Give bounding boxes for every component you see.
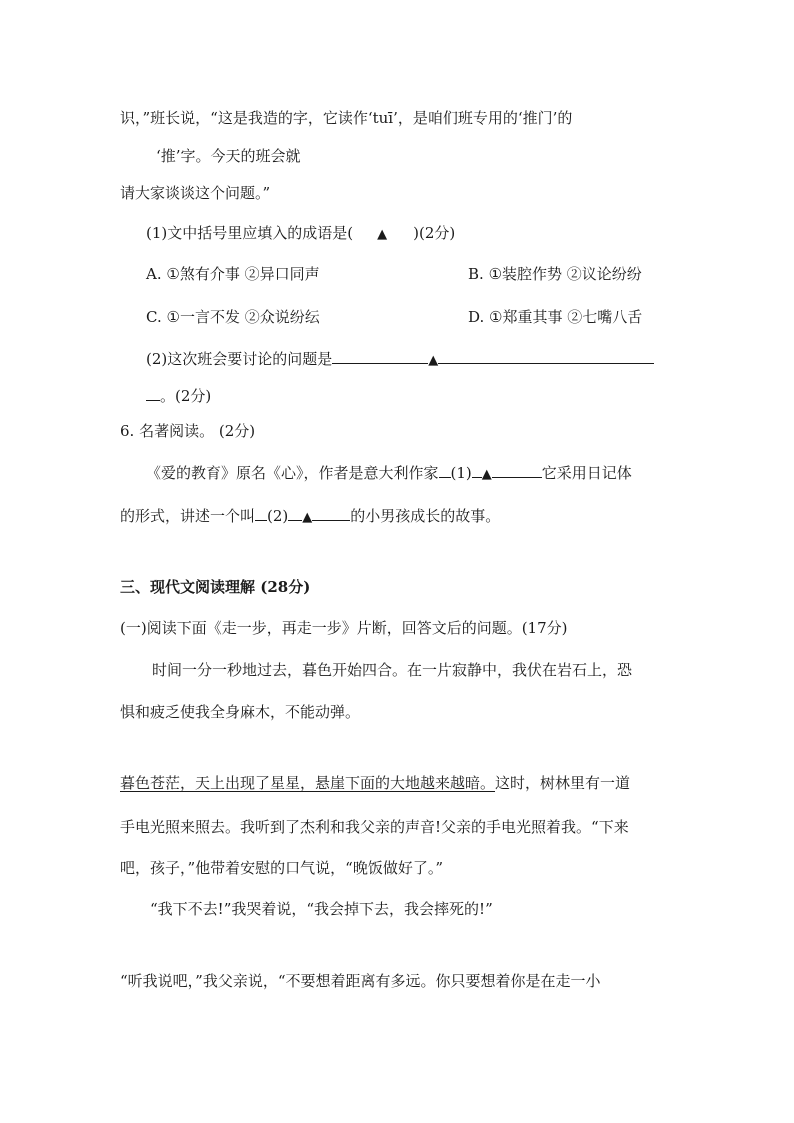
passage-p2-line1-rest: 这时，树林里有一道: [495, 774, 631, 792]
q6-line2-before: 的形式，讲述一个叫: [120, 507, 256, 525]
passage-p1-line1: 时间一分一秒地过去，暮色开始四合。在一片寂静中，我伏在岩石上，恐: [152, 661, 633, 679]
answer-marker: ▲: [377, 227, 388, 242]
section-3-part1-instruction: (一)阅读下面《走一步，再走一步》片断，回答文后的问题。(17分): [120, 619, 568, 637]
q5-2-prompt: (2)这次班会要讨论的问题是: [146, 350, 333, 368]
passage-p1-line2: 惧和疲乏使我全身麻木，不能动弹。: [120, 703, 361, 721]
option-a-label: A.: [146, 265, 162, 283]
passage-p3: “我下不去!”我哭着说，“我会掉下去，我会摔死的!”: [150, 900, 493, 918]
answer-marker: ▲: [481, 467, 492, 482]
q6-line1-after: 它采用日记体: [541, 464, 632, 482]
option-d-label: D.: [468, 308, 485, 326]
q5-1-prompt-before: (1)文中括号里应填入的成语是(: [146, 224, 354, 242]
option-a-text: ①煞有介事 ②异口同声: [166, 265, 320, 283]
passage-p2-line3: 吧，孩子，”他带着安慰的口气说，“晚饭做好了。”: [120, 859, 444, 877]
option-b: [468, 264, 642, 284]
q5-1-prompt: [146, 223, 455, 245]
q5-text-line3: 请大家谈谈这个问题。”: [120, 184, 271, 202]
answer-blank: [438, 349, 654, 364]
answer-blank: [492, 463, 542, 478]
answer-blank: [255, 506, 267, 521]
option-c-label: C.: [146, 308, 162, 326]
q6-title: 6. 名著阅读。 (2分): [120, 422, 256, 440]
option-b-text: ①装腔作势 ②议论纷纷: [488, 265, 642, 283]
answer-marker: ▲: [302, 510, 313, 525]
answer-blank: [312, 506, 350, 521]
q5-2-tail-line: [146, 386, 211, 406]
option-d: [468, 307, 642, 327]
answer-blank: [472, 463, 482, 478]
answer-marker: ▲: [428, 353, 439, 368]
underlined-sentence: 暮色苍茫，天上出现了星星，悬崖下面的大地越来越暗。: [120, 774, 496, 792]
option-a: [146, 264, 320, 284]
answer-blank: [288, 506, 302, 521]
passage-p2-line2: 手电光照来照去。我听到了杰利和我父亲的声音!父亲的手电光照着我。“下来: [120, 818, 629, 836]
q6-line1-before: 《爱的教育》原名《心》，作者是意大利作家: [146, 464, 439, 482]
passage-p2-line1: [120, 773, 630, 793]
q5-2-tail: 。(2分): [160, 387, 212, 405]
passage-p4: “听我说吧，”我父亲说，“不要想着距离有多远。你只要想着你是在走一小: [120, 972, 601, 990]
q6-line2: [120, 506, 500, 528]
section-3-title: 三、现代文阅读理解 (28分): [120, 578, 311, 596]
q6-line2-after: 的小男孩成长的故事。: [350, 507, 501, 525]
option-c: [146, 307, 320, 327]
blank-number: (1): [450, 464, 472, 482]
q6-line1: [146, 463, 632, 485]
q5-2-prompt-line: [146, 349, 654, 371]
q5-text-line1: 识，”班长说，“这是我造的字，它读作‘tuī’，是咱们班专用的‘推门’的: [120, 109, 573, 127]
answer-blank: [332, 349, 428, 364]
q5-1-prompt-after: )(2分): [413, 224, 456, 242]
option-d-text: ①郑重其事 ②七嘴八舌: [489, 308, 643, 326]
answer-blank: [439, 463, 451, 478]
q5-text-line2: ‘推’字。今天的班会就: [156, 147, 301, 165]
answer-blank: [146, 386, 160, 401]
option-b-label: B.: [468, 265, 484, 283]
option-c-text: ①一言不发 ②众说纷纭: [166, 308, 320, 326]
blank-number: (2): [267, 507, 289, 525]
